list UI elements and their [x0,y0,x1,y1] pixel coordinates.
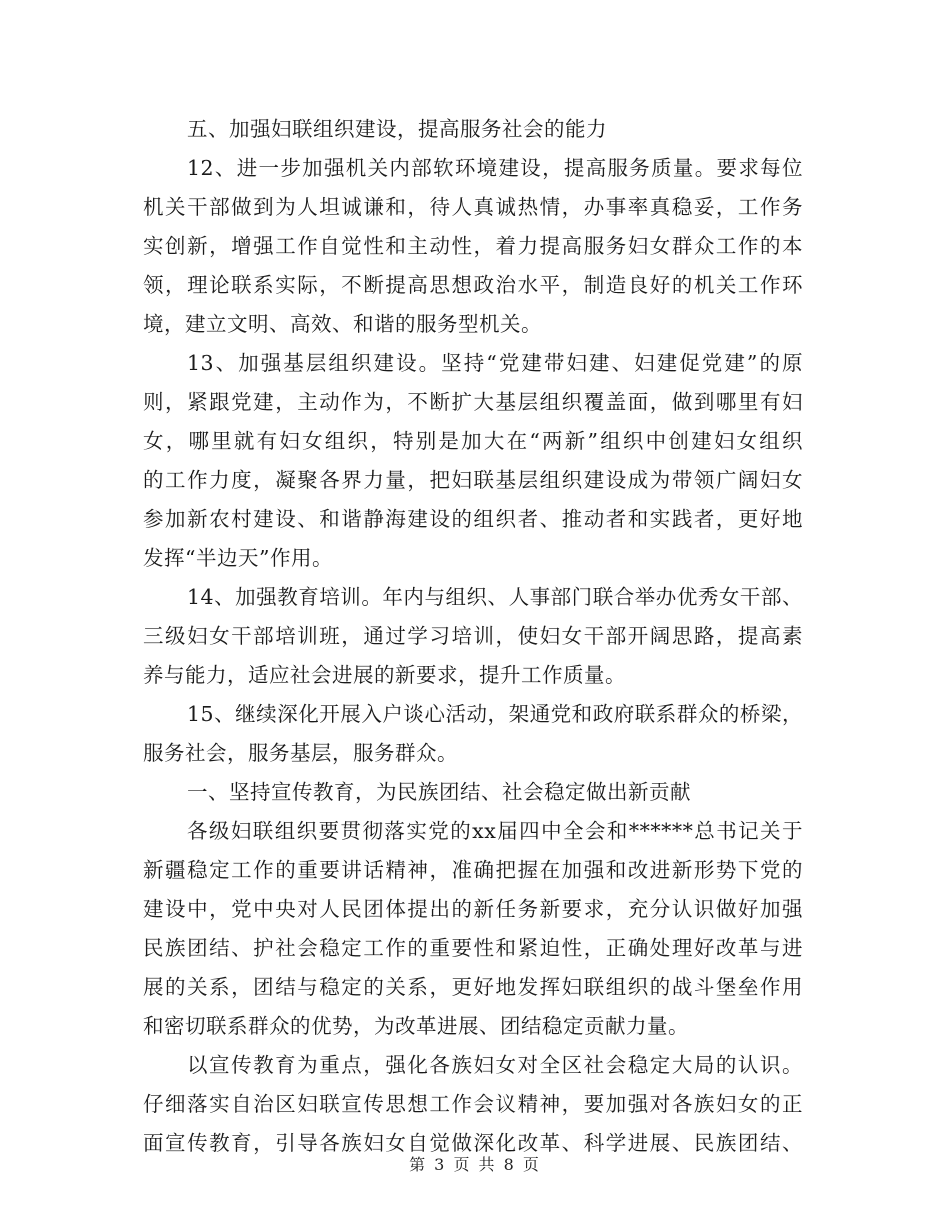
paragraph-line: 女，哪里就有妇女组织，特别是加大在“两新”组织中创建妇女组织 [143,429,803,453]
paragraph-line: 实创新，增强工作自觉性和主动性，着力提高服务妇女群众工作的本 [143,234,803,258]
section-heading: 一、坚持宣传教育，为民族团结、社会稳定做出新贡献 [187,780,691,804]
paragraph-line: 参加新农村建设、和谐静海建设的组织者、推动者和实践者，更好地 [143,507,803,531]
paragraph-line: 的工作力度，凝聚各界力量，把妇联基层组织建设成为带领广阔妇女 [143,468,803,492]
paragraph-line: 12、进一步加强机关内部软环境建设，提高服务质量。要求每位 [187,156,803,180]
paragraph-line: 面宣传教育，引导各族妇女自觉做深化改革、科学进展、民族团结、 [143,1131,803,1155]
paragraph-line: 和密切联系群众的优势，为改革进展、团结稳定贡献力量。 [143,1014,689,1038]
paragraph-line: 展的关系，团结与稳定的关系，更好地发挥妇联组织的战斗堡垒作用 [143,975,803,999]
paragraph-line: 机关干部做到为人坦诚谦和，待人真诚热情，办事率真稳妥，工作务 [143,195,803,219]
paragraph-line: 13、加强基层组织建设。坚持“党建带妇建、妇建促党建”的原 [187,351,803,375]
paragraph-line: 服务社会，服务基层，服务群众。 [143,741,458,765]
section-heading: 五、加强妇联组织建设，提高服务社会的能力 [187,117,607,141]
paragraph-line: 15、继续深化开展入户谈心活动，架通党和政府联系群众的桥梁， [187,702,803,726]
paragraph-line: 三级妇女干部培训班，通过学习培训，使妇女干部开阔思路，提高素 [143,624,803,648]
paragraph-line: 新疆稳定工作的重要讲话精神，准确把握在加强和改进新形势下党的 [143,858,803,882]
page-number-footer: 第 3 页 共 8 页 [409,1155,541,1174]
paragraph-line: 各级妇联组织要贯彻落实党的xx届四中全会和******总书记关于 [187,819,803,843]
paragraph-line: 则，紧跟党建，主动作为，不断扩大基层组织覆盖面，做到哪里有妇 [143,390,803,414]
paragraph-line: 14、加强教育培训。年内与组织、人事部门联合举办优秀女干部、 [187,585,803,609]
paragraph-line: 发挥“半边天”作用。 [143,546,333,570]
paragraph-line: 以宣传教育为重点，强化各族妇女对全区社会稳定大局的认识。 [187,1053,803,1077]
paragraph-line: 领，理论联系实际，不断提高思想政治水平，制造良好的机关工作环 [143,273,803,297]
paragraph-line: 民族团结、护社会稳定工作的重要性和紧迫性，正确处理好改革与进 [143,936,803,960]
paragraph-line: 养与能力，适应社会进展的新要求，提升工作质量。 [143,663,626,687]
paragraph-line: 仔细落实自治区妇联宣传思想工作会议精神，要加强对各族妇女的正 [143,1092,803,1116]
paragraph-line: 建设中，党中央对人民团体提出的新任务新要求，充分认识做好加强 [143,897,803,921]
document-body [143,110,803,1163]
paragraph-line: 境，建立文明、高效、和谐的服务型机关。 [143,312,542,336]
